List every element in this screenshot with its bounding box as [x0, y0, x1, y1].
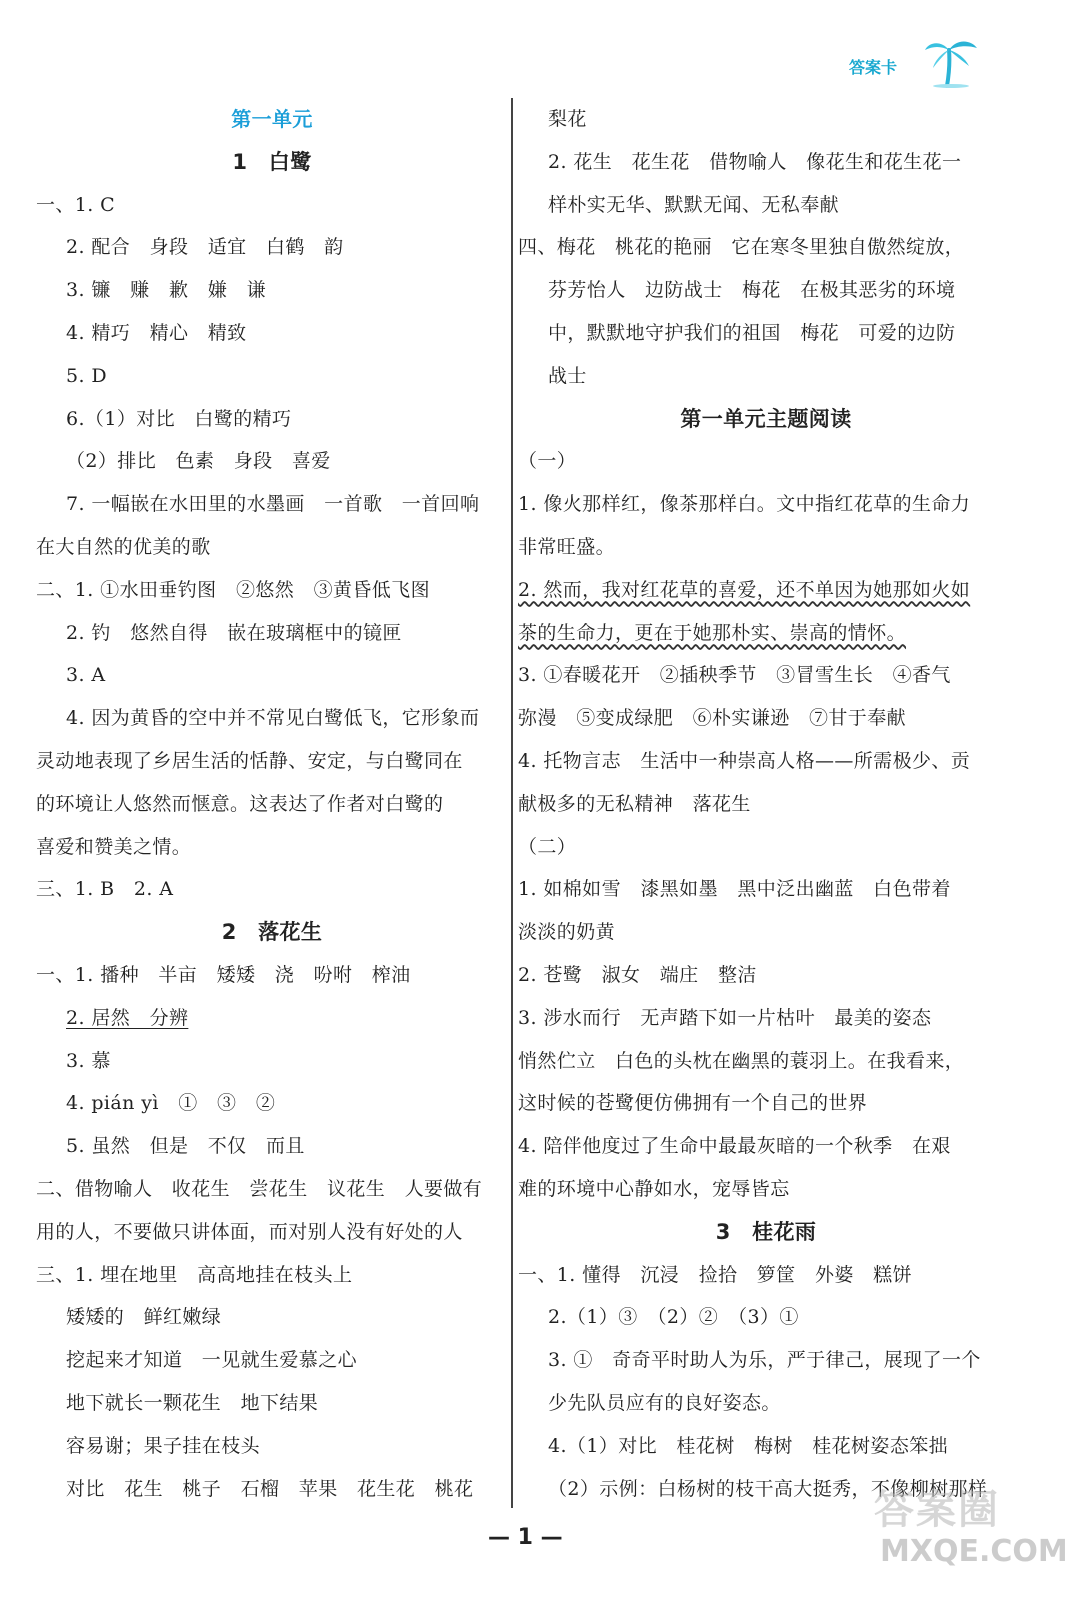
answer-line: [518, 997, 1014, 1040]
answer-line: [518, 141, 1014, 184]
answer-line: [518, 1168, 1014, 1211]
answer-line: [518, 1425, 1014, 1468]
lesson-title-line: [36, 141, 508, 184]
answer-text: 2. 苍鹭 淑女 端庄 整洁: [518, 963, 757, 986]
page-number: — 1 —: [488, 1525, 563, 1550]
answer-text: 一、1. 懂得 沉浸 捡拾 箩筐 外婆 糕饼: [518, 1263, 912, 1286]
answer-line: [36, 612, 508, 655]
answer-text: 淡淡的奶黄: [518, 921, 616, 944]
answer-text: （2）排比 色素 身段 喜爱: [66, 450, 331, 473]
answer-text: 4. 陪伴他度过了生命中最最灰暗的一个秋季 在艰: [518, 1135, 951, 1158]
answer-line: [518, 1382, 1014, 1425]
answer-text: 2. 配合 身段 适宜 白鹤 韵: [66, 236, 344, 259]
answer-line: [518, 526, 1014, 569]
answer-line: [36, 1382, 508, 1425]
answer-text: 2. 花生 花生花 借物喻人 像花生和花生花一: [548, 150, 962, 173]
lesson-title: 第一单元主题阅读: [680, 406, 852, 431]
left-column: [36, 98, 508, 1510]
answer-line: [36, 184, 508, 227]
watermark-text: 答案圈: [874, 1487, 1000, 1533]
answer-text: 2. 居然 分辨: [66, 1006, 189, 1029]
answer-text: （2）示例：白杨树的枝干高大挺秀，不像柳树那样: [548, 1477, 988, 1500]
answer-text: 3. 镰 赚 歉 嫌 谦: [66, 279, 266, 302]
answer-line: [518, 612, 1014, 655]
answer-text: 2.（1）③ （2）② （3）①: [548, 1306, 799, 1329]
answer-text: 芬芳怡人 边防战士 梅花 在极其恶劣的环境: [548, 279, 956, 302]
answer-text: 矮矮的 鲜红嫩绿: [66, 1306, 222, 1329]
palm-tree-icon: [923, 36, 979, 88]
answer-text: 3. 涉水而行 无声踏下如一片枯叶 最美的姿态: [518, 1006, 932, 1029]
answer-text: （二）: [518, 835, 577, 858]
answer-line: [36, 1468, 508, 1511]
answer-text: 4.（1）对比 桂花树 梅树 桂花树姿态笨拙: [548, 1434, 949, 1457]
answer-line: [36, 483, 508, 526]
answer-line: [36, 1339, 508, 1382]
answer-line: [518, 1296, 1014, 1339]
answer-text: 1. 如棉如雪 漆黑如墨 黑中泛出幽蓝 白色带着: [518, 878, 951, 901]
answer-text: 二、1. ①水田垂钓图 ②悠然 ③黄昏低飞图: [36, 578, 430, 601]
answer-text: 4. 因为黄昏的空中并不常见白鹭低飞，它形象而: [66, 707, 480, 730]
answer-text: 悄然伫立 白色的头枕在幽黑的蓑羽上。在我看来，: [518, 1049, 965, 1072]
answer-line: [36, 355, 508, 398]
answer-line: [36, 954, 508, 997]
answer-text: 四、梅花 桃花的艳丽 它在寒冬里独自傲然绽放，: [518, 236, 965, 259]
answer-line: [518, 1125, 1014, 1168]
answer-line: [36, 740, 508, 783]
watermark-logo: [872, 1478, 1068, 1588]
answer-text: 战士: [548, 364, 587, 387]
lesson-title: 2 落花生: [221, 920, 323, 945]
answer-text: 3. ①春暖花开 ②插秧季节 ③冒雪生长 ④香气: [518, 664, 951, 687]
answer-line: [518, 697, 1014, 740]
answer-line: [518, 569, 1014, 612]
answer-text: （一）: [518, 450, 577, 473]
answer-line: [518, 1254, 1014, 1297]
answer-text: 一、1. C: [36, 193, 116, 216]
answer-line: [36, 226, 508, 269]
answer-line: [518, 98, 1014, 141]
answer-line: [518, 911, 1014, 954]
answer-line: [518, 654, 1014, 697]
unit-title-line: [36, 98, 508, 141]
lesson-title: 1 白鹭: [232, 149, 312, 174]
answer-line: [36, 1254, 508, 1297]
answer-line: [36, 569, 508, 612]
answer-text: 茶的生命力，更在于她那朴实、崇高的情怀。: [518, 621, 907, 644]
answer-text: 4. 精巧 精心 精致: [66, 321, 247, 344]
answer-text: 喜爱和赞美之情。: [36, 835, 192, 858]
answer-text: 3. 慕: [66, 1049, 111, 1072]
answer-text: 这时候的苍鹭便仿佛拥有一个自己的世界: [518, 1092, 868, 1115]
answer-line: [36, 440, 508, 483]
answer-text: 用的人，不要做只讲体面，而对别人没有好处的人: [36, 1220, 463, 1243]
answer-line: [518, 483, 1014, 526]
answer-text: 难的环境中心静如水，宠辱皆忘: [518, 1177, 790, 1200]
answer-text: 6.（1）对比 白鹭的精巧: [66, 407, 292, 430]
answer-line: [36, 783, 508, 826]
answer-line: [36, 997, 508, 1040]
answer-text: 5. D: [66, 364, 108, 387]
answer-line: [518, 1339, 1014, 1382]
answer-text: 中，默默地守护我们的祖国 梅花 可爱的边防: [548, 321, 956, 344]
answer-line: [36, 1040, 508, 1083]
answer-line: [518, 783, 1014, 826]
watermark-url: MXQE.COM: [880, 1534, 1068, 1569]
lesson-title-line: [518, 398, 1014, 441]
answer-line: [36, 826, 508, 869]
column-divider: [511, 98, 513, 1508]
answer-text: 梨花: [548, 108, 587, 130]
answer-line: [518, 440, 1014, 483]
answer-text: 7. 一幅嵌在水田里的水墨画 一首歌 一首回响: [66, 493, 480, 516]
lesson-title-line: [518, 1211, 1014, 1254]
answer-text: 二、借物喻人 收花生 尝花生 议花生 人要做有: [36, 1177, 483, 1200]
answer-line: [36, 868, 508, 911]
answer-line: [36, 1168, 508, 1211]
answer-text: 4. 托物言志 生活中一种崇高人格——所需极少、贡: [518, 749, 971, 772]
answer-line: [518, 355, 1014, 398]
answer-text: 样朴实无华、默默无闻、无私奉献: [548, 193, 840, 216]
answer-line: [518, 226, 1014, 269]
answer-text: 2. 然而，我对红花草的喜爱，还不单因为她那如火如: [518, 578, 971, 601]
answer-line: [36, 1425, 508, 1468]
answer-text: 非常旺盛。: [518, 535, 616, 558]
answer-line: [36, 312, 508, 355]
answer-line: [518, 184, 1014, 227]
answer-text: 献极多的无私精神 落花生: [518, 792, 751, 815]
answer-text: 在大自然的优美的歌: [36, 535, 211, 558]
answer-text: 挖起来才知道 一见就生爱慕之心: [66, 1349, 358, 1372]
answer-line: [518, 312, 1014, 355]
answer-text: 少先队员应有的良好姿态。: [548, 1391, 781, 1414]
answer-text: 3. A: [66, 664, 106, 687]
answer-line: [518, 1040, 1014, 1083]
answer-text: 弥漫 ⑤变成绿肥 ⑥朴实谦逊 ⑦甘于奉献: [518, 707, 907, 730]
page-header: [0, 0, 1077, 100]
answer-line: [36, 1082, 508, 1125]
right-column: [518, 98, 1014, 1510]
unit-title: 第一单元: [231, 107, 313, 131]
lesson-title: 3 桂花雨: [715, 1219, 817, 1244]
answer-line: [36, 526, 508, 569]
answer-text: 4. pián yì ① ③ ②: [66, 1092, 276, 1115]
answer-text: 地下就长一颗花生 地下结果: [66, 1391, 319, 1414]
answer-line: [36, 1125, 508, 1168]
answer-line: [518, 740, 1014, 783]
answer-text: 灵动地表现了乡居生活的恬静、安定，与白鹭同在: [36, 749, 463, 772]
answer-line: [36, 654, 508, 697]
answer-line: [36, 1211, 508, 1254]
answer-card-label: 答案卡: [849, 58, 898, 77]
answer-line: [518, 868, 1014, 911]
answer-text: 3. ① 奇奇平时助人为乐，严于律己，展现了一个: [548, 1349, 981, 1372]
answer-text: 2. 钓 悠然自得 嵌在玻璃框中的镜匣: [66, 621, 402, 644]
answer-line: [36, 1296, 508, 1339]
answer-text: 一、1. 播种 半亩 矮矮 浇 吩咐 榨油: [36, 963, 411, 986]
answer-text: 三、1. 埋在地里 高高地挂在枝头上: [36, 1263, 353, 1286]
answer-text: 三、1. B 2. A: [36, 878, 174, 901]
answer-line: [518, 269, 1014, 312]
answer-line: [518, 954, 1014, 997]
answer-line: [36, 697, 508, 740]
answer-line: [518, 826, 1014, 869]
answer-text: 1. 像火那样红，像茶那样白。文中指红花草的生命力: [518, 493, 971, 516]
answer-text: 的环境让人悠然而惬意。这表达了作者对白鹭的: [36, 792, 444, 815]
answer-line: [518, 1082, 1014, 1125]
answer-text: 容易谢；果子挂在枝头: [66, 1434, 261, 1457]
answer-text: 5. 虽然 但是 不仅 而且: [66, 1135, 305, 1158]
answer-line: [36, 269, 508, 312]
answer-text: 对比 花生 桃子 石榴 苹果 花生花 桃花: [66, 1477, 474, 1500]
lesson-title-line: [36, 911, 508, 954]
answer-line: [36, 398, 508, 441]
